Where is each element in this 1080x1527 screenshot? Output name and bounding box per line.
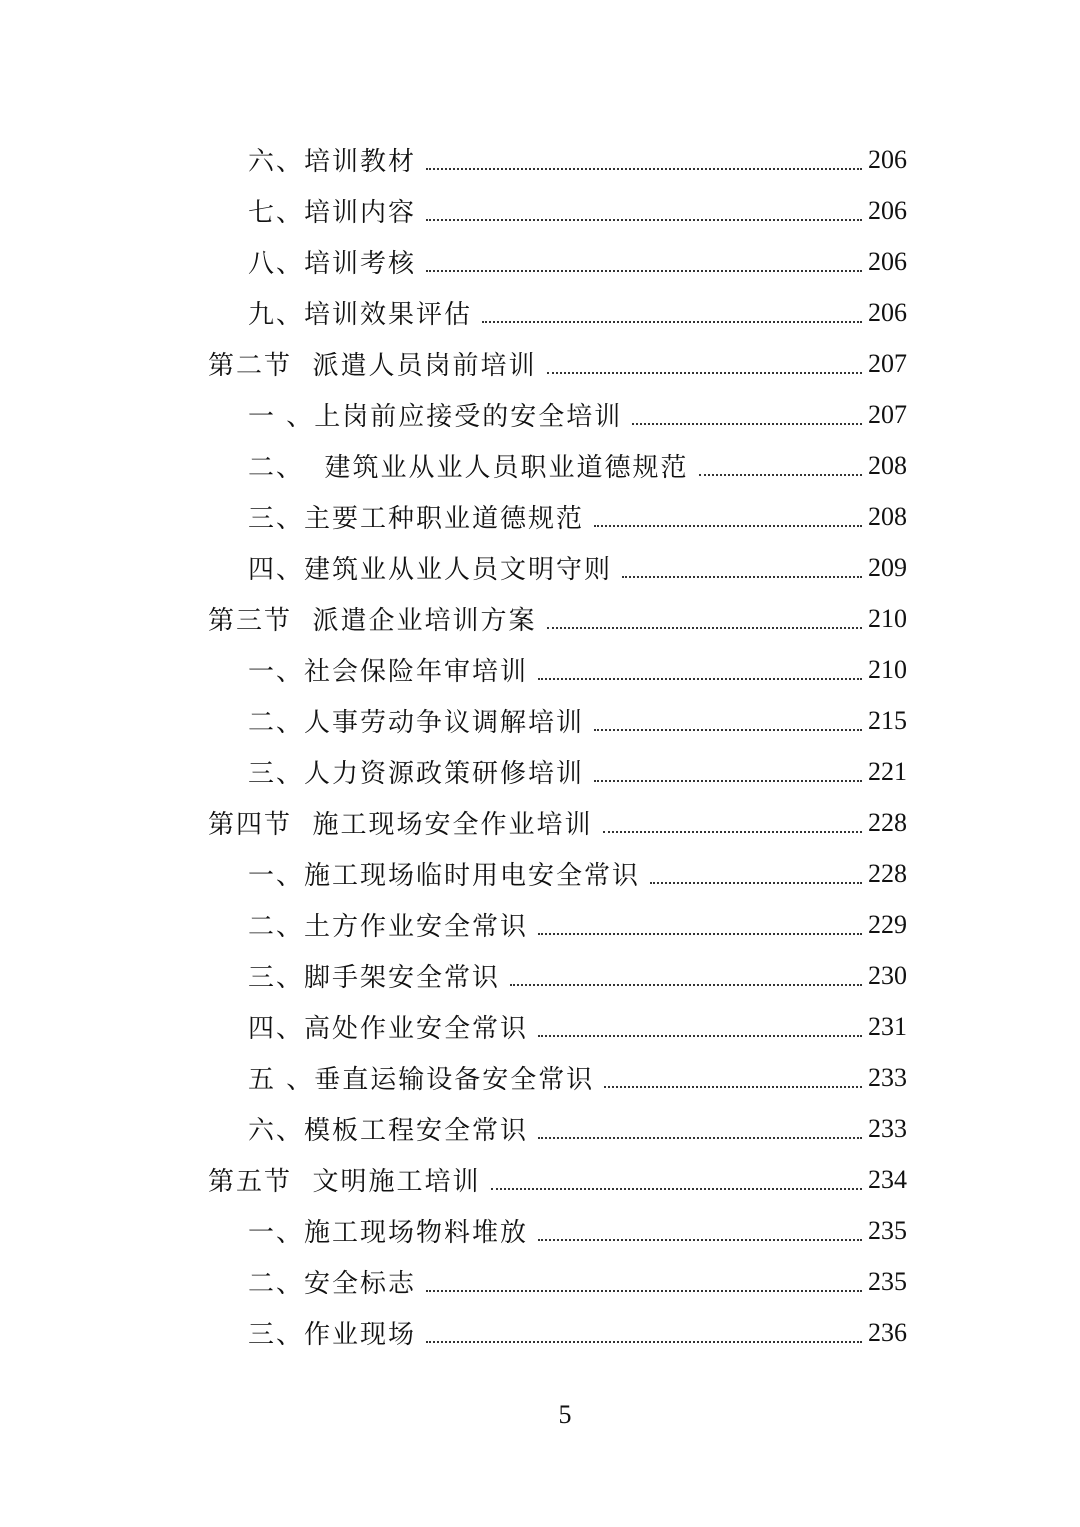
dot-leader bbox=[604, 1086, 862, 1088]
dot-leader bbox=[510, 984, 862, 986]
toc-entry-page-number: 206 bbox=[868, 246, 907, 276]
toc-entry-title: 三、作业现场 bbox=[248, 1320, 417, 1350]
toc-item-entry[interactable] bbox=[0, 746, 1080, 797]
dot-leader bbox=[482, 321, 862, 323]
toc-entry-page-number: 235 bbox=[868, 1266, 907, 1296]
toc-entry-page-number: 210 bbox=[868, 654, 907, 684]
page-number: 5 bbox=[558, 1400, 572, 1429]
toc-section-entry[interactable] bbox=[0, 797, 1080, 848]
toc-item-entry[interactable] bbox=[0, 1307, 1080, 1358]
dot-leader bbox=[426, 1341, 862, 1343]
table-of-contents bbox=[0, 134, 1080, 1358]
toc-entry-page-number: 206 bbox=[868, 195, 907, 225]
dot-leader bbox=[547, 372, 862, 374]
toc-entry-page-number: 228 bbox=[868, 858, 907, 888]
toc-entry-page-number: 207 bbox=[868, 348, 907, 378]
dot-leader bbox=[426, 1290, 862, 1292]
toc-item-entry[interactable] bbox=[0, 644, 1080, 695]
dot-leader bbox=[632, 423, 862, 425]
toc-item-entry[interactable] bbox=[0, 899, 1080, 950]
toc-entry-title: 一 、上岗前应接受的安全培训 bbox=[248, 402, 623, 432]
dot-leader bbox=[603, 831, 862, 833]
dot-leader bbox=[547, 627, 862, 629]
toc-entry-title: 第二节 派遣人员岗前培训 bbox=[208, 351, 537, 381]
toc-entry-page-number: 215 bbox=[868, 705, 907, 735]
toc-entry-page-number: 235 bbox=[868, 1215, 907, 1245]
dot-leader bbox=[650, 882, 862, 884]
dot-leader bbox=[426, 168, 862, 170]
toc-entry-page-number: 209 bbox=[868, 552, 907, 582]
toc-entry-title: 五 、垂直运输设备安全常识 bbox=[248, 1065, 595, 1095]
toc-entry-title: 九、培训效果评估 bbox=[248, 300, 473, 330]
toc-section-entry[interactable] bbox=[0, 338, 1080, 389]
toc-entry-page-number: 233 bbox=[868, 1062, 907, 1092]
toc-item-entry[interactable] bbox=[0, 1001, 1080, 1052]
toc-entry-title: 三、人力资源政策研修培训 bbox=[248, 759, 585, 789]
toc-section-entry[interactable] bbox=[0, 593, 1080, 644]
toc-item-entry[interactable] bbox=[0, 185, 1080, 236]
toc-item-entry[interactable] bbox=[0, 287, 1080, 338]
toc-item-entry[interactable] bbox=[0, 236, 1080, 287]
toc-item-entry[interactable] bbox=[0, 1103, 1080, 1154]
dot-leader bbox=[622, 576, 862, 578]
dot-leader bbox=[538, 933, 862, 935]
toc-entry-title: 第五节 文明施工培训 bbox=[208, 1167, 481, 1197]
toc-entry-page-number: 206 bbox=[868, 144, 907, 174]
toc-entry-page-number: 221 bbox=[868, 756, 907, 786]
toc-item-entry[interactable] bbox=[0, 950, 1080, 1001]
toc-entry-page-number: 236 bbox=[868, 1317, 907, 1347]
toc-item-entry[interactable] bbox=[0, 848, 1080, 899]
toc-entry-title: 二、人事劳动争议调解培训 bbox=[248, 708, 585, 738]
toc-entry-title: 三、脚手架安全常识 bbox=[248, 963, 501, 993]
toc-item-entry[interactable] bbox=[0, 440, 1080, 491]
toc-entry-page-number: 231 bbox=[868, 1011, 907, 1041]
toc-entry-title: 七、培训内容 bbox=[248, 198, 417, 228]
dot-leader bbox=[538, 678, 862, 680]
toc-entry-title: 四、高处作业安全常识 bbox=[248, 1014, 529, 1044]
toc-item-entry[interactable] bbox=[0, 491, 1080, 542]
dot-leader bbox=[426, 219, 862, 221]
toc-entry-title: 一、施工现场物料堆放 bbox=[248, 1218, 529, 1248]
dot-leader bbox=[538, 1137, 862, 1139]
toc-entry-page-number: 228 bbox=[868, 807, 907, 837]
toc-entry-title: 三、主要工种职业道德规范 bbox=[248, 504, 585, 534]
toc-item-entry[interactable] bbox=[0, 389, 1080, 440]
toc-entry-title: 第三节 派遣企业培训方案 bbox=[208, 606, 537, 636]
dot-leader bbox=[538, 1239, 862, 1241]
toc-entry-title: 一、施工现场临时用电安全常识 bbox=[248, 861, 641, 891]
toc-entry-page-number: 207 bbox=[868, 399, 907, 429]
toc-entry-page-number: 229 bbox=[868, 909, 907, 939]
toc-item-entry[interactable] bbox=[0, 1205, 1080, 1256]
toc-entry-title: 六、模板工程安全常识 bbox=[248, 1116, 529, 1146]
toc-entry-page-number: 206 bbox=[868, 297, 907, 327]
toc-entry-page-number: 208 bbox=[868, 450, 907, 480]
dot-leader bbox=[594, 729, 862, 731]
dot-leader bbox=[594, 780, 862, 782]
dot-leader bbox=[491, 1188, 862, 1190]
toc-entry-title: 一、社会保险年审培训 bbox=[248, 657, 529, 687]
toc-entry-title: 四、建筑业从业人员文明守则 bbox=[248, 555, 613, 585]
dot-leader bbox=[594, 525, 862, 527]
toc-entry-title: 二、安全标志 bbox=[248, 1269, 417, 1299]
toc-entry-title: 六、培训教材 bbox=[248, 147, 417, 177]
toc-item-entry[interactable] bbox=[0, 1256, 1080, 1307]
toc-entry-title: 二、 建筑业从业人员职业道德规范 bbox=[248, 453, 689, 483]
toc-entry-title: 二、土方作业安全常识 bbox=[248, 912, 529, 942]
toc-item-entry[interactable] bbox=[0, 542, 1080, 593]
toc-item-entry[interactable] bbox=[0, 1052, 1080, 1103]
dot-leader bbox=[426, 270, 862, 272]
dot-leader bbox=[699, 474, 862, 476]
toc-entry-title: 第四节 施工现场安全作业培训 bbox=[208, 810, 593, 840]
toc-item-entry[interactable] bbox=[0, 695, 1080, 746]
toc-entry-page-number: 230 bbox=[868, 960, 907, 990]
toc-entry-page-number: 233 bbox=[868, 1113, 907, 1143]
toc-entry-page-number: 208 bbox=[868, 501, 907, 531]
toc-entry-page-number: 210 bbox=[868, 603, 907, 633]
toc-entry-page-number: 234 bbox=[868, 1164, 907, 1194]
dot-leader bbox=[538, 1035, 862, 1037]
toc-entry-title: 八、培训考核 bbox=[248, 249, 417, 279]
toc-item-entry[interactable] bbox=[0, 134, 1080, 185]
toc-section-entry[interactable] bbox=[0, 1154, 1080, 1205]
